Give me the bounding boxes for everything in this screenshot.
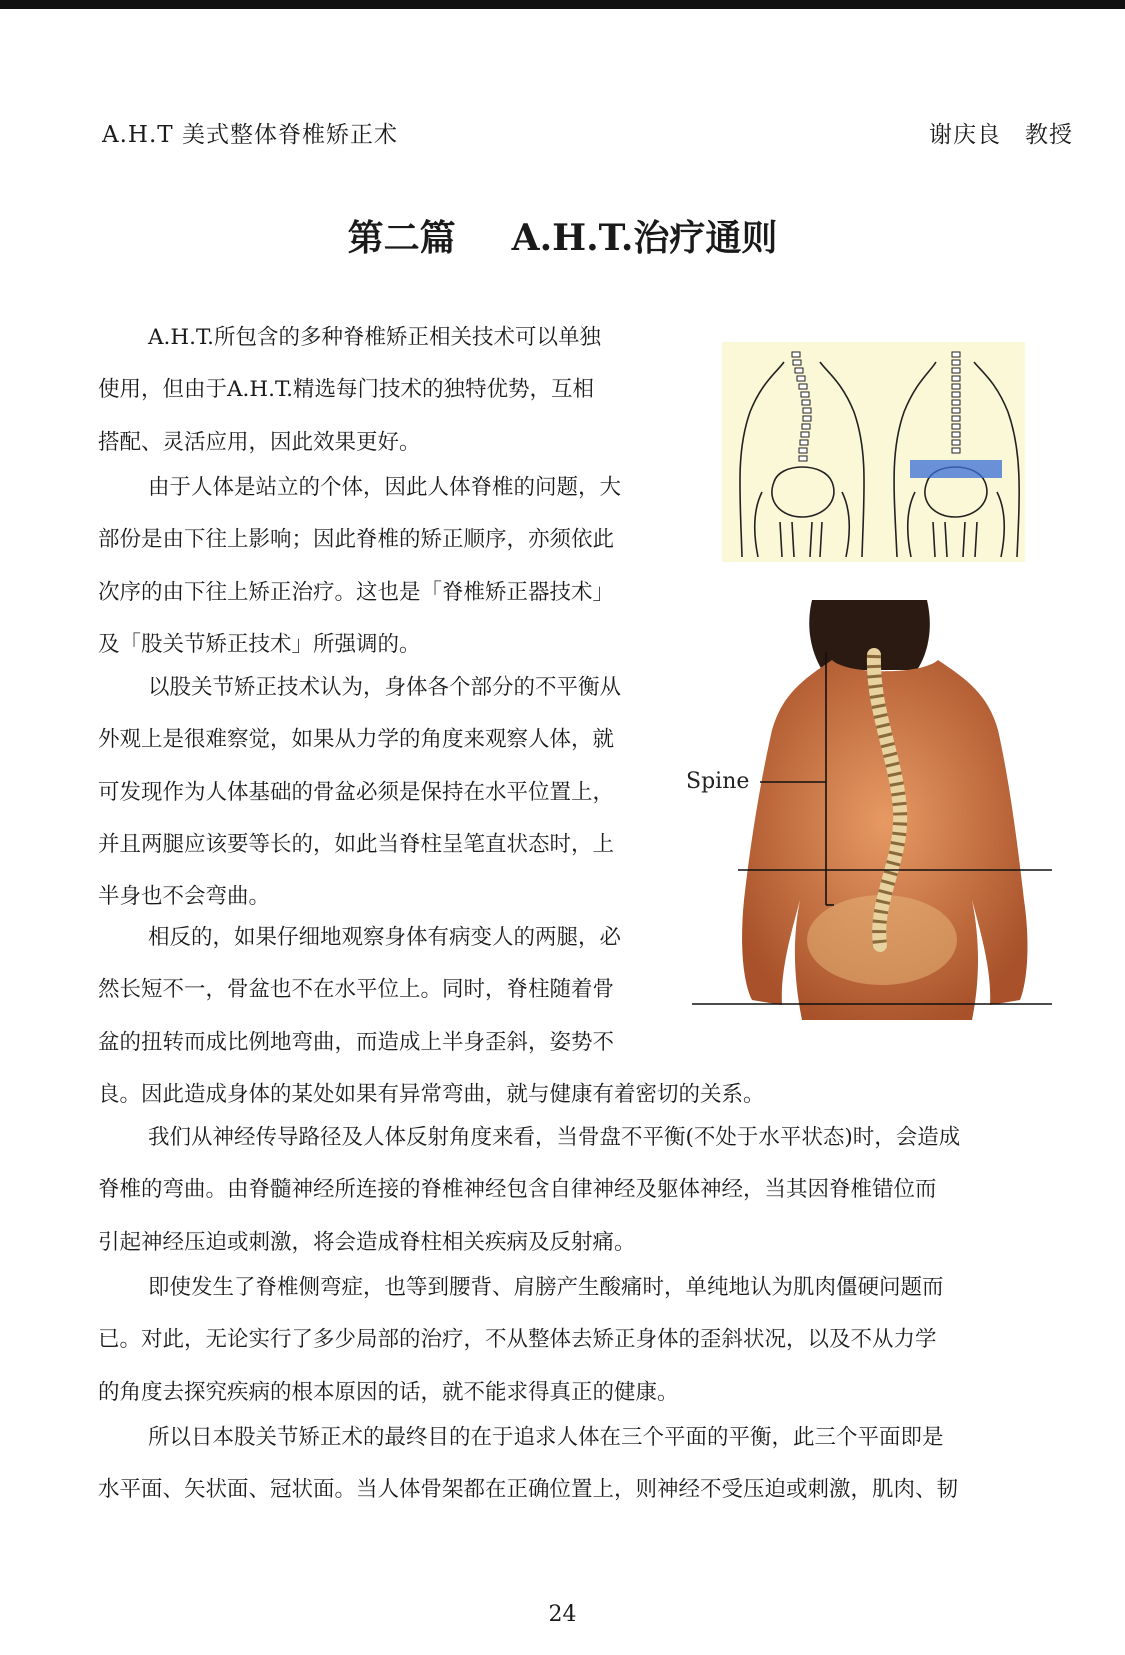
paragraph-line: 可发现作为人体基础的骨盆必须是保持在水平位置上， [98, 779, 615, 805]
paragraph-line: 脊椎的弯曲。由脊髓神经所连接的脊椎神经包含自律神经及躯体神经，当其因脊椎错位而 [98, 1177, 937, 1203]
paragraph-line: 由于人体是站立的个体，因此人体脊椎的问题，大 [148, 475, 622, 500]
chapter-part: 第二篇 [347, 217, 456, 259]
chapter-title [0, 210, 1125, 261]
paragraph-line: 使用，但由于A.H.T.精选每门技术的独特优势，互相 [98, 377, 594, 403]
pelvis-level-highlight [910, 460, 1002, 478]
paragraph-line: 及「股关节矫正技术」所强调的。 [98, 631, 421, 657]
top-border [0, 0, 1125, 9]
paragraph-7 [98, 1412, 1070, 1517]
paragraph-line: 外观上是很难察觉，如果从力学的角度来观察人体，就 [98, 727, 615, 753]
paragraph-line: A.H.T.所包含的多种脊椎矫正相关技术可以单独 [148, 325, 601, 350]
paragraph-2 [98, 462, 684, 671]
paragraph-line: 次序的由下往上矫正治疗。这也是「脊椎矫正器技术」 [98, 579, 615, 605]
paragraph-line: 相反的，如果仔细地观察身体有病变人的两腿，必 [148, 925, 622, 950]
scoliosis-back-figure [686, 600, 1052, 1040]
spine-label: Spine [686, 769, 750, 794]
paragraph-line: 引起神经压迫或刺激，将会造成脊柱相关疾病及反射痛。 [98, 1229, 636, 1255]
paragraph-line: 水平面、矢状面、冠状面。当人体骨架都在正确位置上，则神经不受压迫或刺激，肌肉、韧 [98, 1477, 959, 1503]
paragraph-line: 良。因此造成身体的某处如果有异常弯曲，就与健康有着密切的关系。 [98, 1081, 765, 1107]
paragraph-line: 以股关节矫正技术认为，身体各个部分的不平衡从 [148, 675, 622, 700]
paragraph-line: 盆的扭转而成比例地弯曲，而造成上半身歪斜，姿势不 [98, 1029, 615, 1055]
paragraph-4 [98, 912, 765, 1121]
running-header-author: 谢庆良 教授 [929, 122, 1073, 148]
paragraph-line: 并且两腿应该要等长的，如此当脊柱呈笔直状态时，上 [98, 831, 615, 857]
chapter-heading: A.H.T.治疗通则 [511, 217, 778, 259]
paragraph-line: 即使发生了脊椎侧弯症，也等到腰背、肩膀产生酸痛时，单纯地认为肌肉僵硬问题而 [148, 1275, 944, 1300]
paragraph-line: 半身也不会弯曲。 [98, 884, 271, 910]
paragraph-line: 已。对此，无论实行了多少局部的治疗，不从整体去矫正身体的歪斜状况，以及不从力学 [98, 1327, 937, 1353]
paragraph-3 [98, 662, 684, 923]
paragraph-line: 部份是由下往上影响；因此脊椎的矫正顺序，亦须依此 [98, 527, 615, 553]
paragraph-line: 搭配、灵活应用，因此效果更好。 [98, 429, 421, 455]
paragraph-line: 然长短不一，骨盆也不在水平位上。同时，脊柱随着骨 [98, 977, 615, 1003]
paragraph-line: 所以日本股关节矫正术的最终目的在于追求人体在三个平面的平衡，此三个平面即是 [148, 1425, 944, 1450]
skeleton-comparison-figure [722, 342, 1025, 562]
paragraph-5 [98, 1112, 1070, 1269]
paragraph-line: 我们从神经传导路径及人体反射角度来看，当骨盘不平衡(不处于水平状态)时，会造成 [148, 1125, 961, 1150]
paragraph-6 [98, 1262, 1070, 1419]
paragraph-1 [98, 312, 684, 469]
page-number: 24 [548, 1602, 577, 1627]
running-header-title: A.H.T 美式整体脊椎矫正术 [102, 122, 398, 148]
paragraph-line: 的角度去探究疾病的根本原因的话，就不能求得真正的健康。 [98, 1379, 679, 1405]
